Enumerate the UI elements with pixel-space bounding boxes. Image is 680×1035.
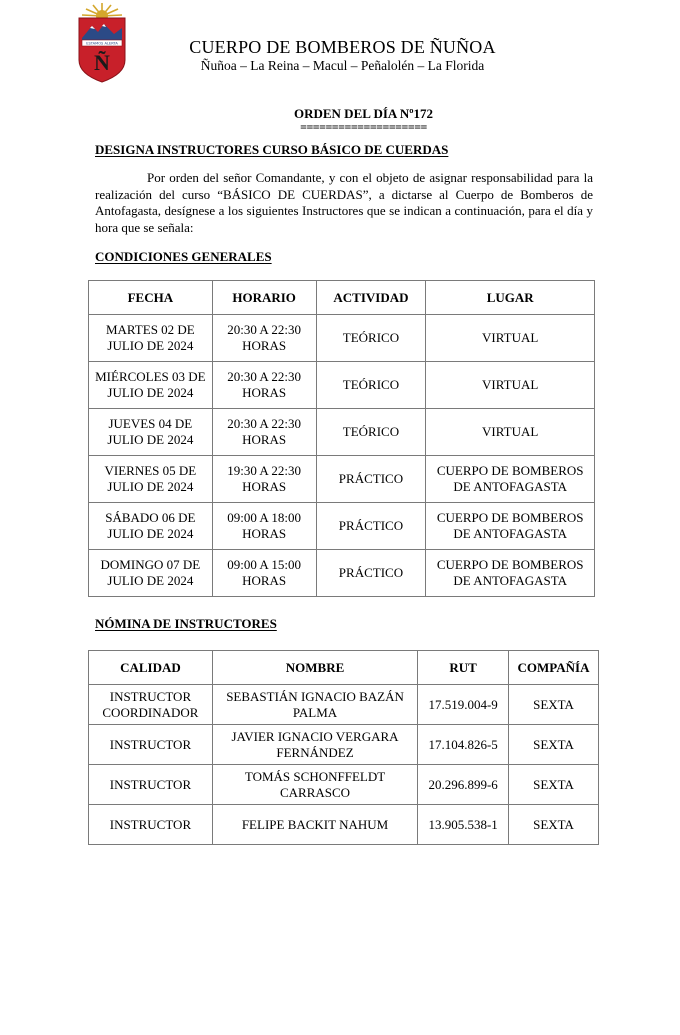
cell-actividad: PRÁCTICO — [316, 550, 426, 597]
column-header-nombre: NOMBRE — [212, 651, 417, 685]
cell-horario: 20:30 A 22:30 HORAS — [212, 409, 316, 456]
cell-fecha: DOMINGO 07 DE JULIO DE 2024 — [89, 550, 213, 597]
cell-rut: 17.104.826-5 — [418, 725, 509, 765]
cell-actividad: PRÁCTICO — [316, 456, 426, 503]
cell-fecha: SÁBADO 06 DE JULIO DE 2024 — [89, 503, 213, 550]
order-title-rule: ==================== — [300, 120, 427, 134]
table-row — [89, 409, 595, 456]
conditions-table — [88, 280, 595, 597]
cell-lugar: CUERPO DE BOMBEROS DE ANTOFAGASTA — [426, 456, 595, 503]
cell-horario: 19:30 A 22:30 HORAS — [212, 456, 316, 503]
communes-line: Ñuñoa – La Reina – Macul – Peñalolén – La Florida — [200, 58, 485, 73]
cell-actividad: TEÓRICO — [316, 409, 426, 456]
table-row — [89, 315, 595, 362]
cell-compania: SEXTA — [509, 725, 599, 765]
cell-fecha: MARTES 02 DE JULIO DE 2024 — [89, 315, 213, 362]
cell-fecha: JUEVES 04 DE JULIO DE 2024 — [89, 409, 213, 456]
cell-rut: 20.296.899-6 — [418, 765, 509, 805]
institution-name: CUERPO DE BOMBEROS DE ÑUÑOA — [189, 37, 496, 57]
crest-motto: ESTAMOS ALERTA — [86, 41, 118, 46]
fire-department-crest-logo — [74, 2, 130, 84]
column-header-calidad: CALIDAD — [89, 651, 213, 685]
order-title: ORDEN DEL DÍA Nº172 — [293, 106, 433, 121]
cell-calidad: INSTRUCTOR — [89, 805, 213, 845]
cell-fecha: VIERNES 05 DE JULIO DE 2024 — [89, 456, 213, 503]
crest-letter: Ñ — [94, 50, 110, 75]
cell-nombre: TOMÁS SCHONFFELDT CARRASCO — [212, 765, 417, 805]
order-subject: DESIGNA INSTRUCTORES CURSO BÁSICO DE CUERDAS — [95, 142, 449, 157]
column-header-horario: HORARIO — [212, 281, 316, 315]
cell-calidad: INSTRUCTOR — [89, 725, 213, 765]
cell-horario: 20:30 A 22:30 HORAS — [212, 315, 316, 362]
intro-paragraph: Por orden del señor Comandante, y con el objeto de asignar responsabilidad para la realización del curso “BÁSICO DE CUERDAS”, a dictarse al Cuerpo de Bomberos de Antofagasta, desígnese a los siguientes Instructores que se indican a continuación, para el día y hora que se señala: — [95, 170, 593, 235]
cell-lugar: VIRTUAL — [426, 409, 595, 456]
cell-rut: 13.905.538-1 — [418, 805, 509, 845]
cell-horario: 20:30 A 22:30 HORAS — [212, 362, 316, 409]
column-header-compania: COMPAÑÍA — [509, 651, 599, 685]
cell-calidad: INSTRUCTOR — [89, 765, 213, 805]
table-row — [89, 362, 595, 409]
table-row — [89, 685, 599, 725]
table-row — [89, 550, 595, 597]
cell-lugar: CUERPO DE BOMBEROS DE ANTOFAGASTA — [426, 503, 595, 550]
table-row — [89, 765, 599, 805]
cell-actividad: TEÓRICO — [316, 362, 426, 409]
cell-compania: SEXTA — [509, 805, 599, 845]
column-header-actividad: ACTIVIDAD — [316, 281, 426, 315]
cell-lugar: CUERPO DE BOMBEROS DE ANTOFAGASTA — [426, 550, 595, 597]
cell-fecha: MIÉRCOLES 03 DE JULIO DE 2024 — [89, 362, 213, 409]
column-header-lugar: LUGAR — [426, 281, 595, 315]
cell-nombre: JAVIER IGNACIO VERGARA FERNÁNDEZ — [212, 725, 417, 765]
cell-nombre: FELIPE BACKIT NAHUM — [212, 805, 417, 845]
cell-horario: 09:00 A 15:00 HORAS — [212, 550, 316, 597]
table-row — [89, 805, 599, 845]
instructors-table — [88, 650, 599, 845]
conditions-heading: CONDICIONES GENERALES — [95, 249, 272, 264]
cell-lugar: VIRTUAL — [426, 315, 595, 362]
cell-compania: SEXTA — [509, 765, 599, 805]
cell-actividad: TEÓRICO — [316, 315, 426, 362]
cell-calidad: INSTRUCTOR COORDINADOR — [89, 685, 213, 725]
table-row — [89, 503, 595, 550]
cell-rut: 17.519.004-9 — [418, 685, 509, 725]
table-row — [89, 456, 595, 503]
cell-actividad: PRÁCTICO — [316, 503, 426, 550]
table-header-row — [89, 651, 599, 685]
cell-lugar: VIRTUAL — [426, 362, 595, 409]
cell-nombre: SEBASTIÁN IGNACIO BAZÁN PALMA — [212, 685, 417, 725]
instructors-heading: NÓMINA DE INSTRUCTORES — [95, 616, 277, 631]
column-header-rut: RUT — [418, 651, 509, 685]
table-row — [89, 725, 599, 765]
table-header-row — [89, 281, 595, 315]
cell-compania: SEXTA — [509, 685, 599, 725]
cell-horario: 09:00 A 18:00 HORAS — [212, 503, 316, 550]
column-header-fecha: FECHA — [89, 281, 213, 315]
